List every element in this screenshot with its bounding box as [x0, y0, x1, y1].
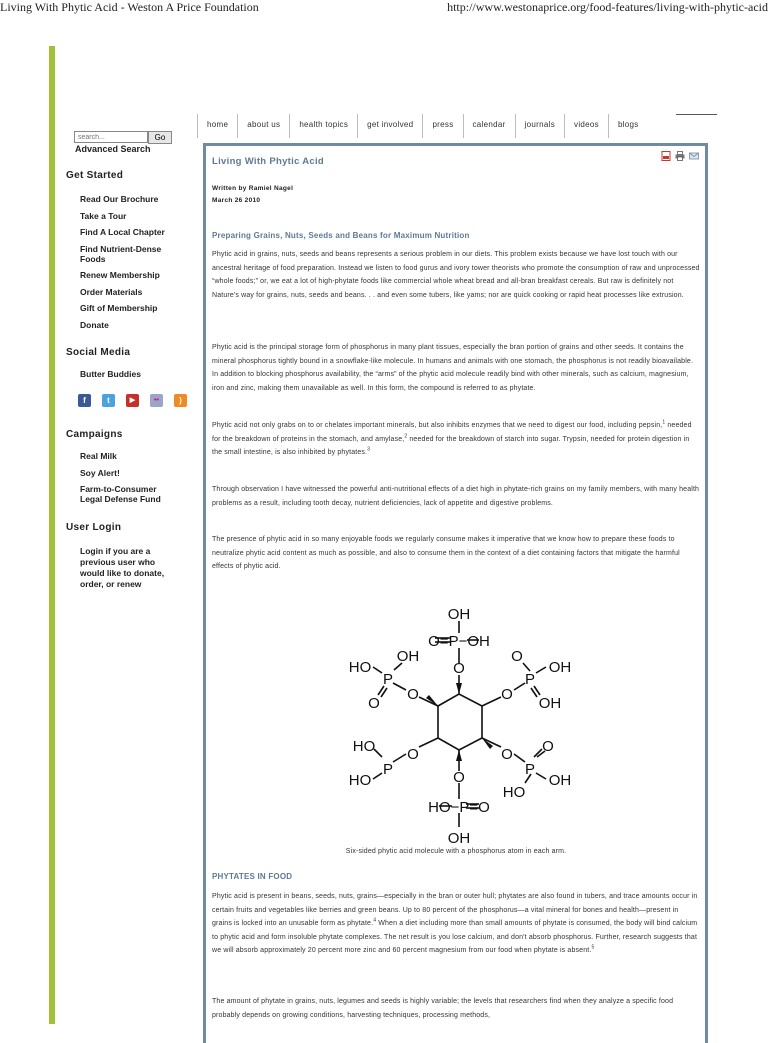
nav-journals[interactable]: journals — [515, 114, 564, 138]
pdf-icon[interactable] — [661, 151, 671, 161]
sidebar-item-gift-membership[interactable]: Gift of Membership — [80, 303, 158, 313]
sidebar-item-renew-membership[interactable]: Renew Membership — [80, 270, 160, 280]
nav-divider — [676, 114, 717, 115]
mol-label-lr-o: O — [542, 738, 554, 755]
rss-icon[interactable]: ) — [174, 394, 187, 407]
paragraph-4: Through observation I have witnessed the powerful anti-nutritional effects of a diet high in phytate-rich grains on my family members, with many health problems as a result, including tooth decay, nutrient deficiencies, lack of appetite and digestive problems. — [212, 486, 700, 507]
footnote-ref-3[interactable]: 3 — [367, 446, 371, 453]
nav-about-us[interactable]: about us — [237, 114, 289, 138]
sidebar-item-butter-buddies[interactable]: Butter Buddies — [80, 369, 141, 379]
mol-label-ll-ho: HO — [352, 738, 376, 755]
paragraph-5: The presence of phytic acid in so many enjoyable foods we regularly consume makes it imperative that we know how to prepare these foods to neutralize phytic acid content as much as possible, and also to consume them in the context of a diet containing factors that mitigate the harmful effects of phytic acid. — [212, 536, 680, 570]
social-media-list — [80, 369, 180, 386]
mol-label-ll-ho2: HO — [348, 772, 372, 789]
mol-label-top-row: O=P−OH — [428, 633, 490, 650]
figure-caption: Six-sided phytic acid molecule with a phosphorus atom in each arm. — [345, 848, 567, 855]
print-icon[interactable] — [675, 151, 685, 161]
article-panel — [203, 143, 708, 1043]
nav-get-involved[interactable]: get involved — [357, 114, 422, 138]
mol-label-lr-oh: OH — [548, 772, 572, 789]
twitter-icon[interactable]: t — [102, 394, 115, 407]
mol-label-ul-o2: O — [368, 695, 380, 712]
sidebar-item-order-materials[interactable]: Order Materials — [80, 286, 143, 297]
nav-blogs[interactable]: blogs — [608, 114, 648, 138]
mol-label-bottom-row: HO−P=O — [428, 799, 490, 816]
article-date: March 26 2010 — [212, 197, 261, 204]
paragraph-6-part-a: Phytic acid is present in beans, seeds, nuts, grains—especially in the bran or outer hull; phytates are also found in tubers, and trace amounts occur in certain fruits and vegetables like berries and green beans. Up to 80 percent of the phosphorus—a vital mineral for bones and health—present in grains is locked into an unusable form as phytate. — [212, 893, 698, 927]
mol-label-ul-oh: OH — [396, 648, 420, 665]
nav-calendar[interactable]: calendar — [463, 114, 515, 138]
page-url: http://www.westonaprice.org/food-features/living-with-phytic-acid — [447, 0, 768, 14]
email-icon[interactable] — [689, 151, 699, 161]
search-form — [74, 131, 172, 144]
sidebar-item-take-tour[interactable]: Take a Tour — [80, 210, 127, 221]
social-media-heading: Social Media — [66, 347, 131, 358]
main-nav — [197, 114, 648, 138]
mol-label-top-oh: OH — [447, 606, 471, 623]
user-login-heading: User Login — [66, 522, 122, 533]
paragraph-1: Phytic acid in grains, nuts, seeds and beans represents a serious problem in our diets. This problem exists because we have lost touch with our ancestral heritage of food preparation. Instead we listen to food gurus and ivory tower theorists who promote the consumption of raw and unprocessed “whole foods;” or, we eat a lot of high-phytate foods like commercial whole wheat bread and all-bran breakfast cereals. But raw is definitely not Nature's way for grains, nuts, seeds and beans. . . and even some tubers, like yams; nor are quick cooking or rapid heat processes like extrusion. — [212, 251, 700, 299]
mol-label-ul-ho: HO — [348, 659, 372, 676]
sidebar-accent-bar — [49, 46, 55, 1024]
footnote-ref-1[interactable]: 1 — [662, 419, 666, 426]
mol-label-ll-p: P — [382, 761, 394, 778]
mol-label-lr-p: P — [524, 761, 536, 778]
mol-label-ur-o2: O — [501, 686, 513, 703]
article-title[interactable]: Living With Phytic Acid — [212, 156, 325, 167]
paragraph-3 — [212, 419, 700, 460]
page-title-header: Living With Phytic Acid - Weston A Price Foundation — [0, 0, 259, 14]
article-tools — [657, 151, 699, 161]
search-input[interactable] — [74, 131, 148, 143]
advanced-search-link[interactable]: Advanced Search — [75, 144, 151, 154]
mol-label-bottom-oh: OH — [447, 830, 471, 847]
section-heading-phytates: PHYTATES IN FOOD — [212, 872, 293, 881]
paragraph-6-part-b: When a diet including more than small amounts of phytate is consumed, the body will bind calcium to phytic acid and form insoluble phytate complexes. The net result is you lose calcium, and don't absorb phosphorus. Further, research suggests that we will absorb approximately 20 percent more zinc and 60 percent magnesium from our food when phytate is absent. — [212, 920, 698, 954]
nav-home[interactable]: home — [197, 114, 237, 138]
sidebar-item-find-foods[interactable]: Find Nutrient-Dense Foods — [80, 243, 162, 264]
paragraph-3-part-a: Phytic acid not only grabs on to or chelates important minerals, but also inhibits enzymes that we need to digest our food, including pepsin, — [212, 422, 663, 429]
footnote-ref-5[interactable]: 5 — [591, 944, 595, 951]
mol-label-ur-oh2: OH — [538, 695, 562, 712]
sidebar-item-donate[interactable]: Donate — [80, 319, 109, 330]
get-started-list — [80, 194, 180, 336]
mol-label-top-o: O — [453, 660, 465, 677]
facebook-icon[interactable]: f — [78, 394, 91, 407]
paragraph-2: Phytic acid is the principal storage form of phosphorus in many plant tissues, especially the bran portion of grains and other seeds. It contains the mineral phosphorus tightly bound in a snowflake-like molecule. In humans and animals with one stomach, the phosphorus is not readily bioavailable. In addition to blocking phosphorus availability, the “arms” of the phytic acid molecule readily bind with other minerals, such as calcium, magnesium, iron and zinc, making them unavailable as well. In this form, the compound is referred to as phytate. — [212, 344, 694, 392]
paragraph-6 — [212, 890, 700, 958]
mol-label-ur-o: O — [511, 648, 523, 665]
campaigns-heading: Campaigns — [66, 429, 123, 440]
mol-label-ul-o: O — [407, 686, 419, 703]
mol-label-lr-o2: O — [501, 746, 513, 763]
phytic-acid-molecule-diagram — [336, 597, 576, 851]
nav-health-topics[interactable]: health topics — [289, 114, 357, 138]
flickr-icon[interactable]: •• — [150, 394, 163, 407]
article-subheading: Preparing Grains, Nuts, Seeds and Beans for Maximum Nutrition — [212, 231, 470, 240]
get-started-heading: Get Started — [66, 170, 124, 181]
paragraph-3-part-b: needed for the breakdown of proteins in the stomach, and amylase, — [212, 422, 692, 443]
nav-press[interactable]: press — [422, 114, 462, 138]
article-byline — [212, 183, 293, 207]
mol-label-ul-p: P — [382, 671, 394, 688]
print-header — [0, 0, 768, 14]
mol-label-lr-ho: HO — [502, 784, 526, 801]
sidebar-item-read-brochure[interactable]: Read Our Brochure — [80, 194, 159, 204]
user-login-text[interactable]: Login if you are a previous user who would like to donate, order, or renew — [80, 546, 165, 589]
mol-label-ll-o: O — [407, 746, 419, 763]
mol-label-ur-p: P — [524, 671, 536, 688]
campaigns-list — [80, 451, 180, 511]
paragraph-3-part-c: needed for the breakdown of starch into sugar. Trypsin, needed for protein digestion in the small intestine, is also inhibited by phytates. — [212, 435, 690, 456]
social-icons — [78, 394, 198, 407]
sidebar-item-soy-alert[interactable]: Soy Alert! — [80, 467, 120, 478]
youtube-icon[interactable]: ▶ — [126, 394, 139, 407]
footnote-ref-2[interactable]: 2 — [404, 433, 408, 440]
footnote-ref-4[interactable]: 4 — [373, 917, 377, 924]
mol-label-ur-oh: OH — [548, 659, 572, 676]
search-go-button[interactable]: Go — [148, 131, 172, 144]
sidebar-item-real-milk[interactable]: Real Milk — [80, 451, 117, 461]
nav-videos[interactable]: videos — [564, 114, 608, 138]
article-author: Written by Ramiel Nagel — [212, 185, 294, 192]
mol-label-bottom-o: O — [453, 769, 465, 786]
sidebar-item-ftcldf[interactable]: Farm-to-Consumer Legal Defense Fund — [80, 484, 161, 504]
paragraph-7: The amount of phytate in grains, nuts, legumes and seeds is highly variable; the levels that researchers find when they analyze a specific food probably depends on growing conditions, harvesting techniques, processing methods, — [212, 998, 674, 1019]
sidebar-item-find-chapter[interactable]: Find A Local Chapter — [80, 227, 165, 237]
